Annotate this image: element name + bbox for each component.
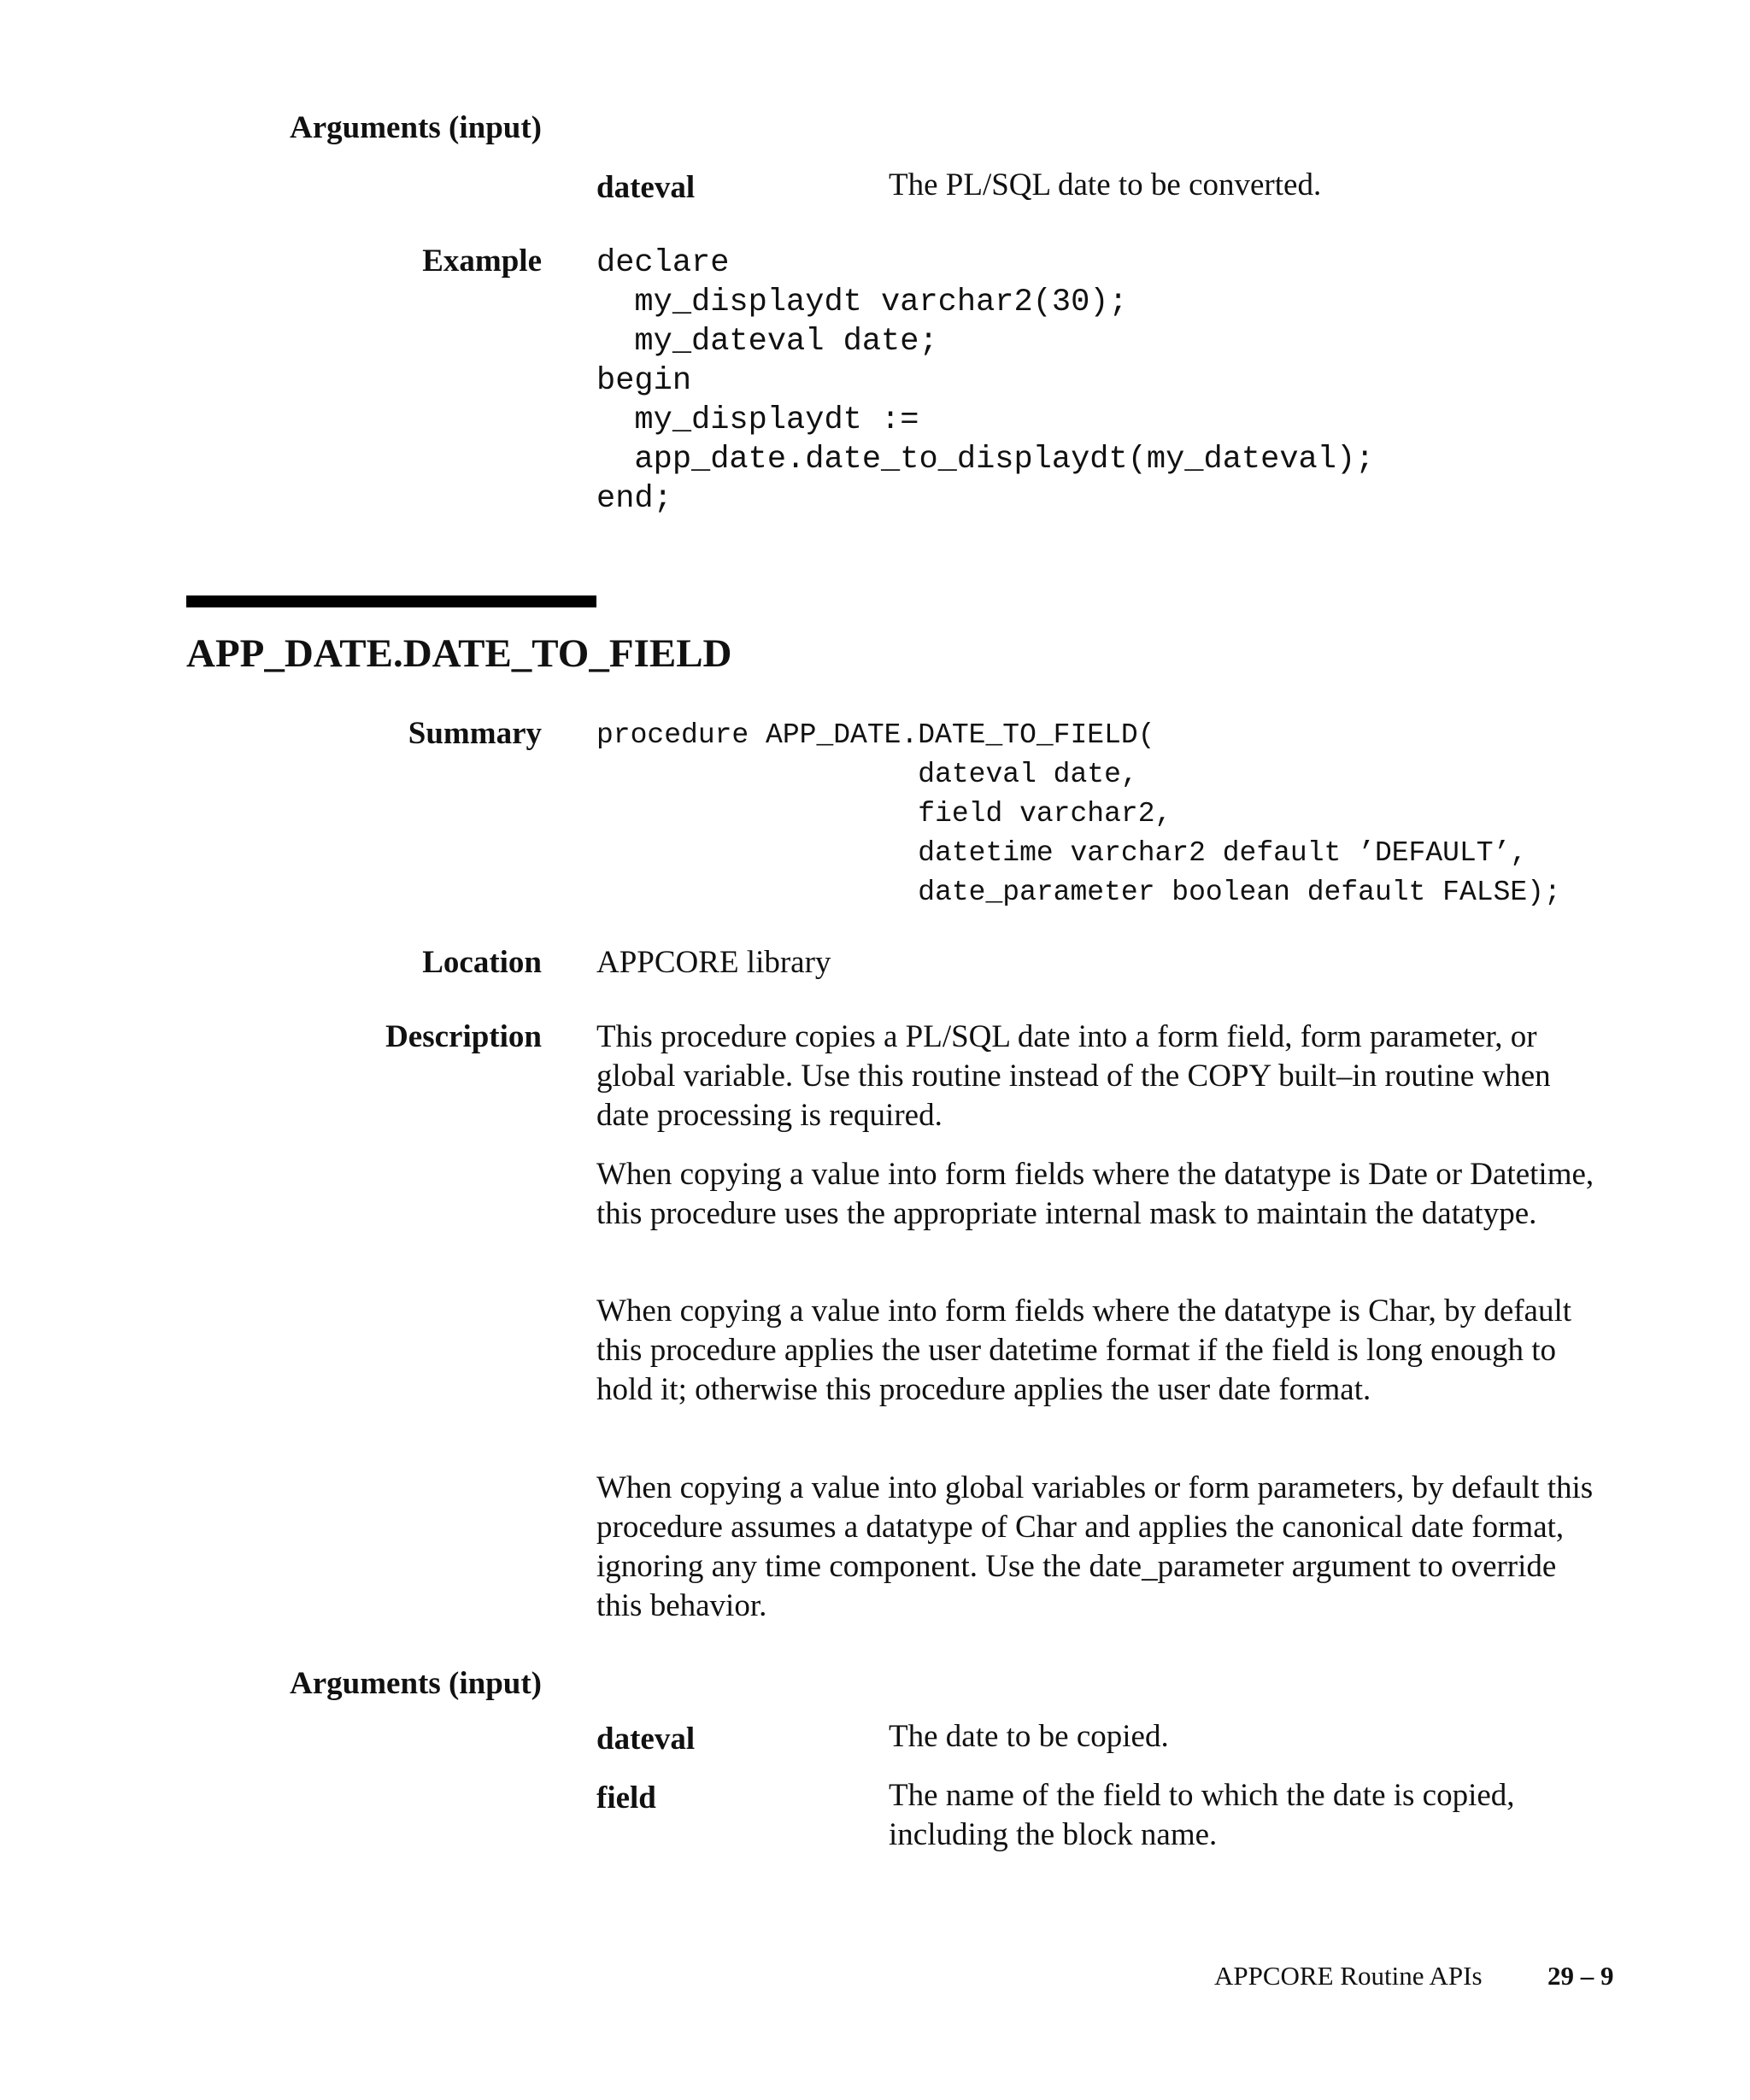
description-paragraph-2: When copying a value into form fields where the datatype is Date or Datetime, this procedure uses the appropriate internal mask to maintain the datatype. [596, 1157, 1594, 1231]
footer-chapter-title: APPCORE Routine APIs [1214, 1961, 1483, 1991]
location-label: Location [422, 945, 542, 980]
summary-code-block: procedure APP_DATE.DATE_TO_FIELD( dateval date, field varchar2, datetime varchar2 default ’DEFAULT’, date_parameter boolean default FALSE); [596, 719, 1561, 908]
argument-name-dateval: dateval [596, 170, 696, 205]
description-paragraph-1: This procedure copies a PL/SQL date into a form field, form parameter, or global variable. Use this routine instead of the COPY built–in routine when date processing is required. [596, 1019, 1551, 1133]
description-label: Description [385, 1019, 542, 1054]
argument-name-field: field [596, 1780, 656, 1816]
example-code-block: declare my_displaydt varchar2(30); my_dateval date; begin my_displaydt := app_date.date_to_displaydt(my_dateval); end; [596, 245, 1375, 517]
argument-description-dateval: The date to be copied. [889, 1719, 1169, 1754]
description-paragraph-4: When copying a value into global variables or form parameters, by default this procedure assumes a datatype of Char and applies the canonical date format, ignoring any time component. Use the date_parameter argument to override this behavior. [596, 1470, 1594, 1623]
argument-description-dateval: The PL/SQL date to be converted. [889, 167, 1322, 202]
argument-name-dateval: dateval [596, 1722, 696, 1757]
arguments-input-label: Arguments (input) [290, 1666, 542, 1701]
arguments-input-label: Arguments (input) [290, 110, 542, 145]
description-paragraph-3: When copying a value into form fields where the datatype is Char, by default this procedure applies the user datetime format if the field is long enough to hold it; otherwise this procedure applies the user date format. [596, 1293, 1572, 1407]
location-value: APPCORE library [596, 945, 831, 980]
summary-label: Summary [408, 716, 542, 751]
section-divider-rule [186, 595, 596, 607]
argument-description-field: The name of the field to which the date is copied, including the block name. [889, 1778, 1515, 1852]
footer-page-number: 29 – 9 [1547, 1961, 1614, 1991]
section-heading: APP_DATE.DATE_TO_FIELD [186, 631, 732, 676]
example-label: Example [422, 243, 542, 279]
